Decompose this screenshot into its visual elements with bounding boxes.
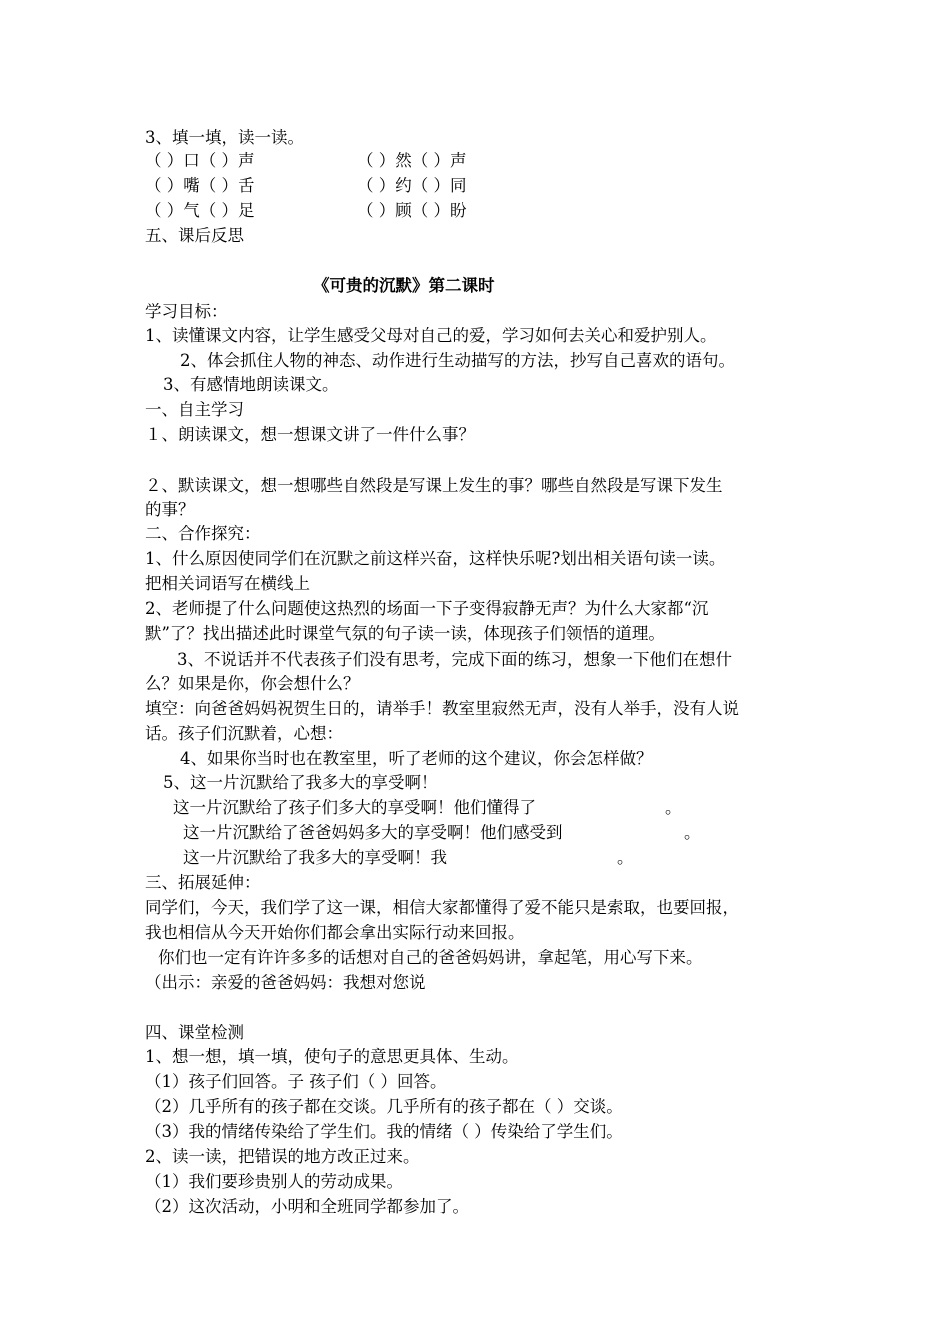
fill-item: （ ）然（ ）声 [357,151,467,170]
question: ２、默读课文，想一想哪些自然段是写课上发生的事？哪些自然段是写课下发生 [145,476,723,495]
fill-period: 。 [617,848,634,867]
question: 2、读一读，把错误的地方改正过来。 [145,1147,420,1166]
fill-item: （ ）气（ ）足 [145,201,255,220]
fill-period: 。 [684,823,701,842]
fill-heading: 3、填一填，读一读。 [145,128,304,147]
paragraph: 你们也一定有许许多多的话想对自己的爸爸妈妈讲，拿起笔，用心写下来。 [158,948,703,967]
fill-sentence: 这一片沉默给了爸爸妈妈多大的享受啊！他们感受到 [183,823,563,842]
section-heading: 二、合作探究： [145,524,261,543]
fill-item: （ ）嘴（ ）舌 [145,176,255,195]
question: 默”了？找出描述此时课堂气氛的句子读一读，体现孩子们领悟的道理。 [145,624,665,643]
sub-question: （1）孩子们回答。子 孩子们（ ）回答。 [145,1072,447,1091]
question: 1、什么原因使同学们在沉默之前这样兴奋，这样快乐呢?划出相关语句读一读。 [145,549,726,568]
question: 把相关词语写在横线上 [145,574,310,593]
goal-item: 1、读懂课文内容，让学生感受父母对自己的爱，学习如何去关心和爱护别人。 [145,326,717,345]
fill-sentence: 这一片沉默给了孩子们多大的享受啊！他们懂得了 [173,798,536,817]
sub-question: （1）我们要珍贵别人的劳动成果。 [145,1172,403,1191]
question: 1、想一想，填一填，使句子的意思更具体、生动。 [145,1047,519,1066]
section-heading: 四、课堂检测 [145,1023,244,1042]
paragraph: 同学们，今天，我们学了这一课，相信大家都懂得了爱不能只是索取，也要回报， [145,898,739,917]
lesson-title: 《可贵的沉默》第二课时 [313,276,495,295]
sub-question: （3）我的情绪传染给了学生们。我的情绪（ ）传染给了学生们。 [145,1122,623,1141]
fill-item: （ ）约（ ）同 [357,176,467,195]
question: 2、老师提了什么问题使这热烈的场面一下子变得寂静无声？为什么大家都“沉 [145,599,709,618]
fill-period: 。 [665,798,682,817]
question: 么？如果是你，你会想什么？ [145,674,360,693]
question: 5、这一片沉默给了我多大的享受啊！ [163,773,438,792]
sub-question: （2）这次活动，小明和全班同学都参加了。 [145,1197,469,1216]
question: 话。孩子们沉默着，心想： [145,724,343,743]
goal-item: 2、体会抓住人物的神态、动作进行生动描写的方法，抄写自己喜欢的语句。 [180,351,735,370]
fill-item: （ ）口（ ）声 [145,151,255,170]
section-heading: 三、拓展延伸： [145,873,261,892]
goals-label: 学习目标： [145,302,228,321]
sub-question: （2）几乎所有的孩子都在交谈。几乎所有的孩子都在（ ）交谈。 [145,1097,623,1116]
section-heading: 五、课后反思 [145,226,244,245]
question: 4、如果你当时也在教室里，听了老师的这个建议，你会怎样做？ [180,749,653,768]
section-heading: 一、自主学习 [145,400,244,419]
fill-sentence: 这一片沉默给了我多大的享受啊！我 [183,848,447,867]
question: 的事？ [145,500,195,519]
fill-item: （ ）顾（ ）盼 [357,201,467,220]
goal-item: 3、有感情地朗读课文。 [163,375,339,394]
question: １、朗读课文，想一想课文讲了一件什么事？ [145,425,475,444]
question: 填空：向爸爸妈妈祝贺生日的，请举手！教室里寂然无声，没有人举手，没有人说 [145,699,739,718]
paragraph: （出示：亲爱的爸爸妈妈：我想对您说 [145,973,426,992]
paragraph: 我也相信从今天开始你们都会拿出实际行动来回报。 [145,923,525,942]
question: 3、不说话并不代表孩子们没有思考，完成下面的练习，想象一下他们在想什 [177,650,732,669]
